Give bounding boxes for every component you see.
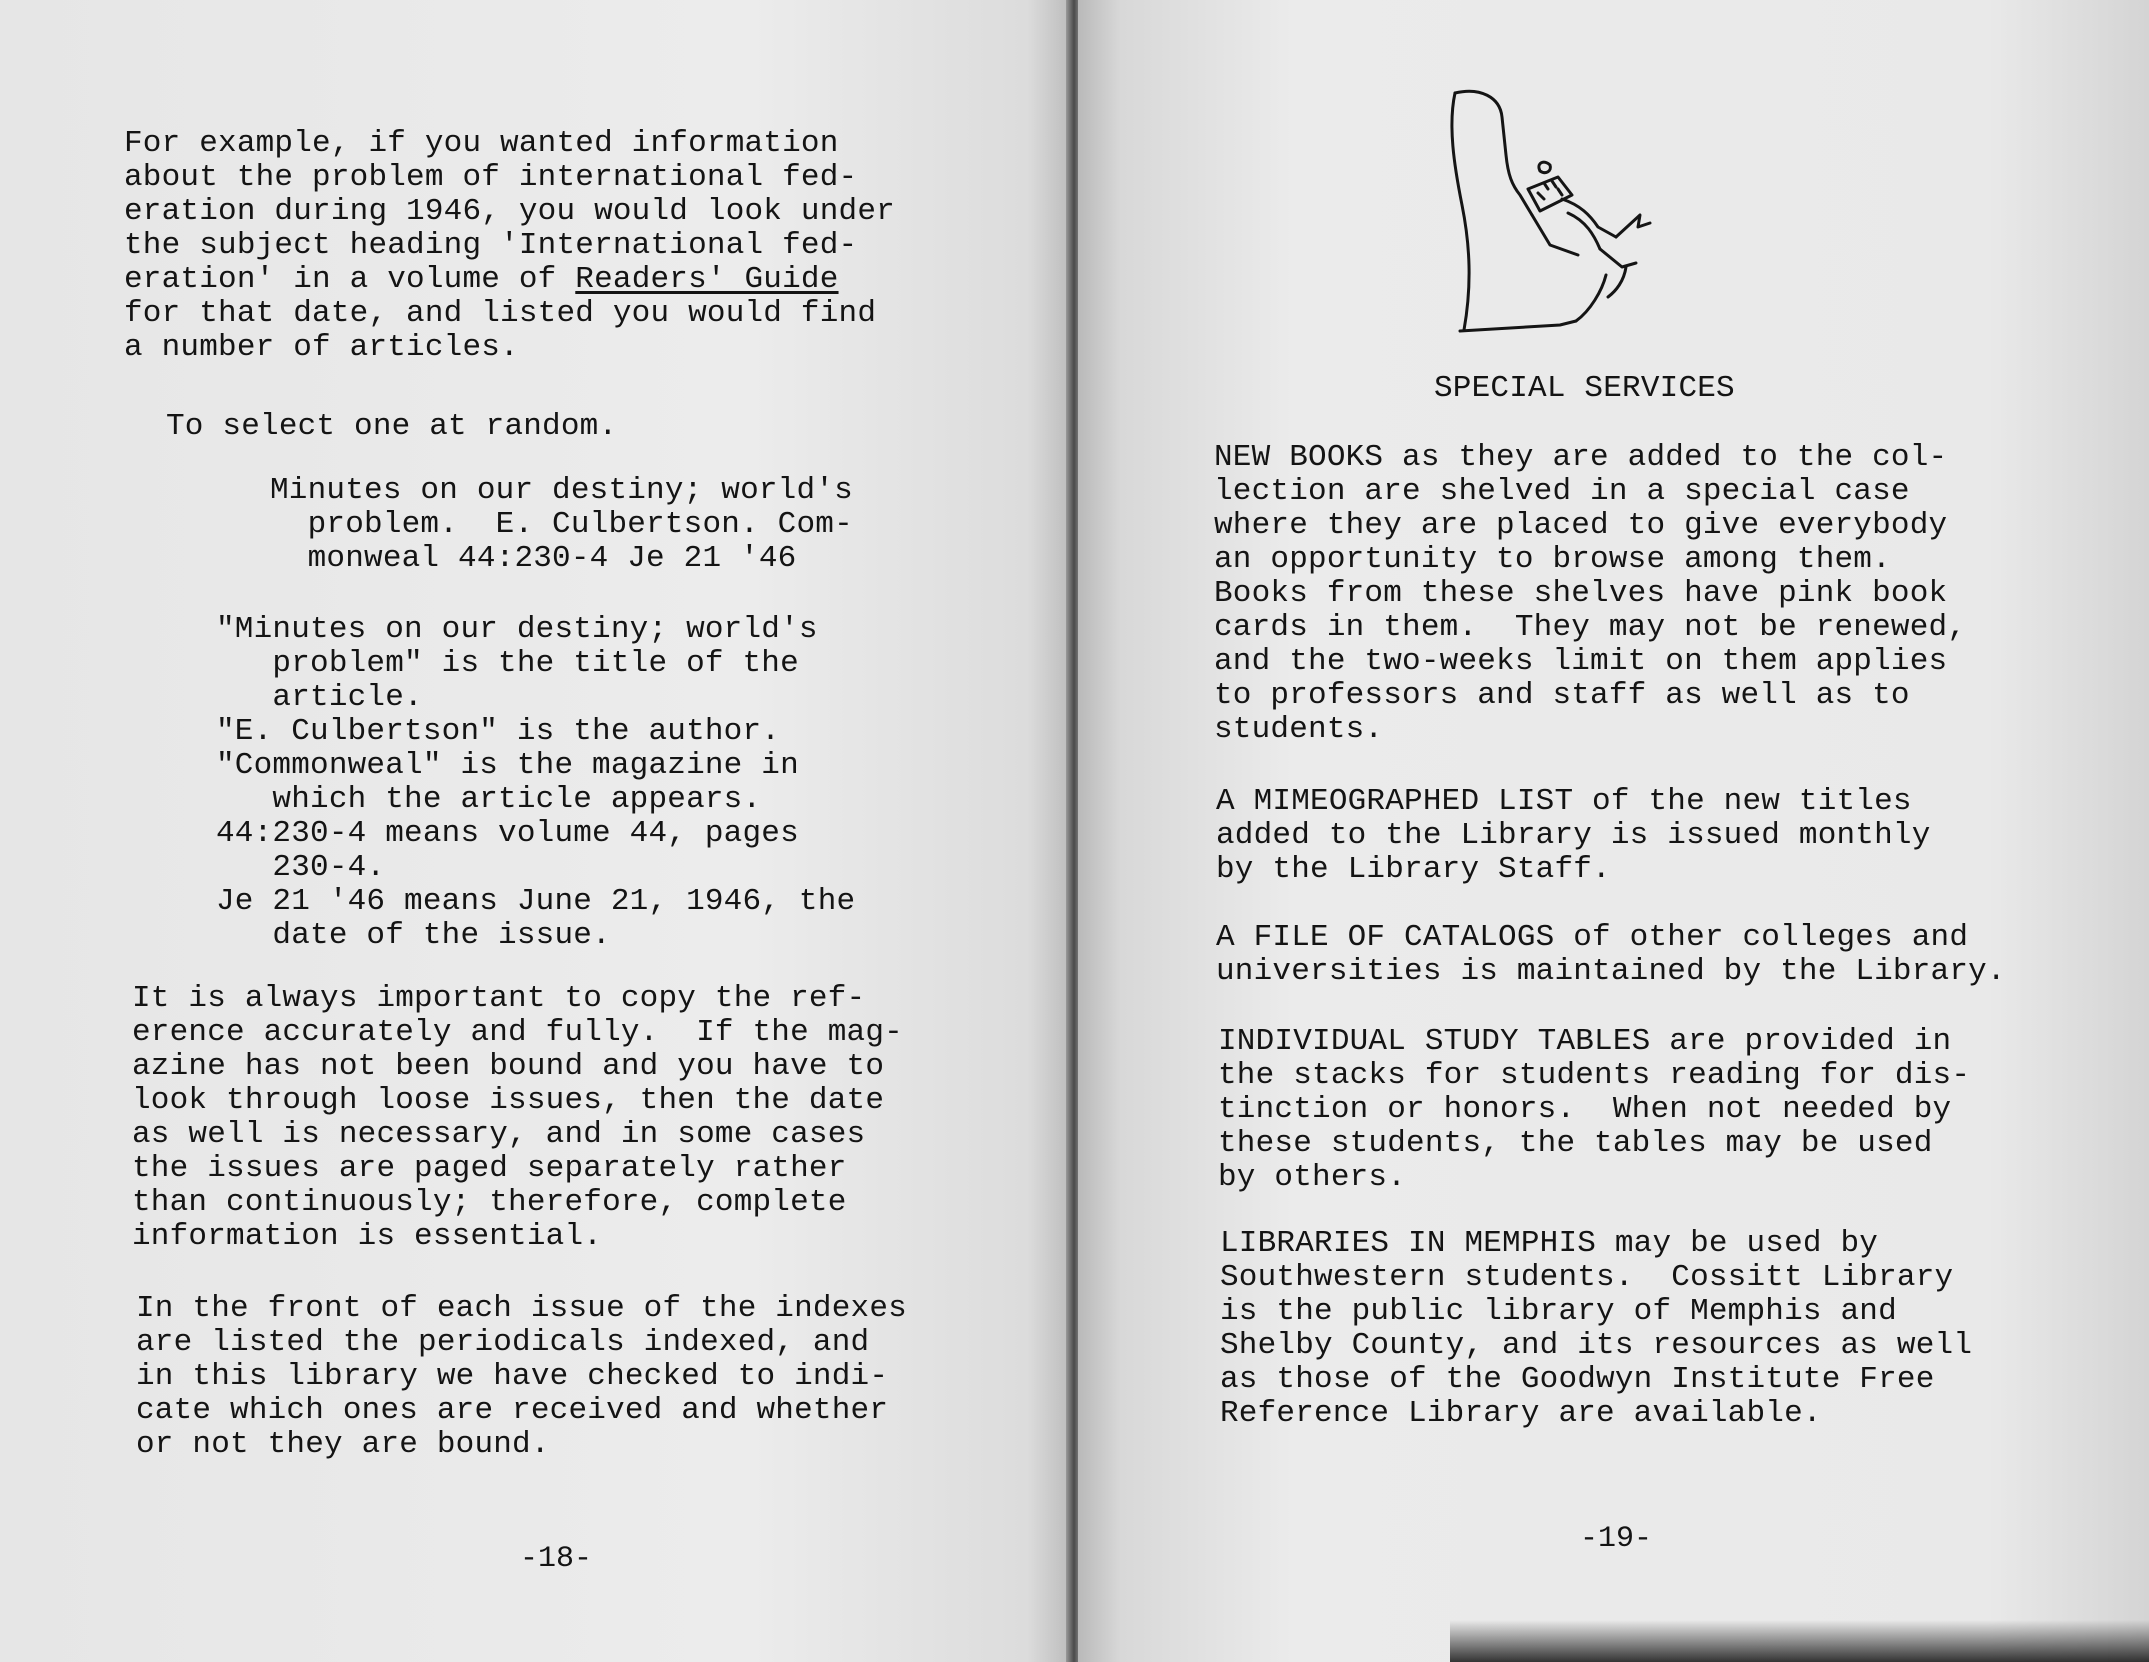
copy-reference-paragraph: It is always important to copy the ref- erence accurately and fully. If the mag- azine has not been bound and you have to look through loose issues, then the date as well is necessary, and in some cases the issues are paged separately rather than continuously; therefore, complete information is essential.	[132, 981, 903, 1254]
catalogs-paragraph: A FILE OF CATALOGS of other colleges and universities is maintained by the Library.	[1216, 920, 2006, 989]
page-number-18: -18-	[520, 1542, 593, 1576]
intro-lines-after: for that date, and listed you would find a number of articles.	[124, 296, 877, 365]
chair-reader-illustration	[1440, 85, 1720, 345]
libraries-in-memphis-paragraph: LIBRARIES IN MEMPHIS may be used by Southwestern students. Cossitt Library is the public library of Memphis and Shelby County, and its resources as well as those of the Goodwyn Institute Free Reference Library are available.	[1220, 1226, 1973, 1431]
left-page	[0, 0, 1070, 1662]
readers-guide-title: Readers' Guide	[575, 262, 839, 297]
study-tables-paragraph: INDIVIDUAL STUDY TABLES are provided in the stacks for students reading for dis- tinction or honors. When not needed by these students, the tables may be used by others.	[1218, 1024, 1971, 1195]
special-services-heading: SPECIAL SERVICES	[1434, 371, 1735, 406]
mimeographed-list-paragraph: A MIMEOGRAPHED LIST of the new titles added to the Library is issued monthly by the Library Staff.	[1216, 784, 1931, 887]
intro-line-with-title	[124, 263, 895, 297]
page-edge-shadow	[1450, 1620, 2149, 1662]
new-books-paragraph: NEW BOOKS as they are added to the col- lection are shelved in a special case where they are placed to give everybody an opportunity to browse among them. Books from these shelves have pink book cards in them. They may not be renewed, and the two-weeks limit on them applies to professors and staff as well as to students.	[1214, 440, 1967, 747]
citation-explanation: "Minutes on our destiny; world's problem" is the title of the article. "E. Culbertson" is the author. "Commonweal" is the magazine in which the article appears. 44:230-4 means volume 44, pages 230-4. Je 21 '46 means June 21, 1946, the date of the issue.	[216, 612, 856, 953]
intro-line5-prefix: eration' in a volume of	[124, 262, 576, 297]
right-page	[1078, 0, 2149, 1662]
page-number-19: -19-	[1580, 1522, 1653, 1556]
intro-lines: For example, if you wanted information about the problem of international fed- eration during 1946, you would look under the subject heading 'International fed-	[124, 126, 895, 263]
indexes-paragraph: In the front of each issue of the indexes are listed the periodicals indexed, and in this library we have checked to indi- cate which ones are received and whether or not they are bound.	[136, 1291, 907, 1462]
citation-entry: Minutes on our destiny; world's problem. E. Culbertson. Com- monweal 44:230-4 Je 21 '46	[270, 473, 853, 576]
select-line: To select one at random.	[166, 409, 618, 444]
intro-paragraph	[124, 127, 895, 365]
